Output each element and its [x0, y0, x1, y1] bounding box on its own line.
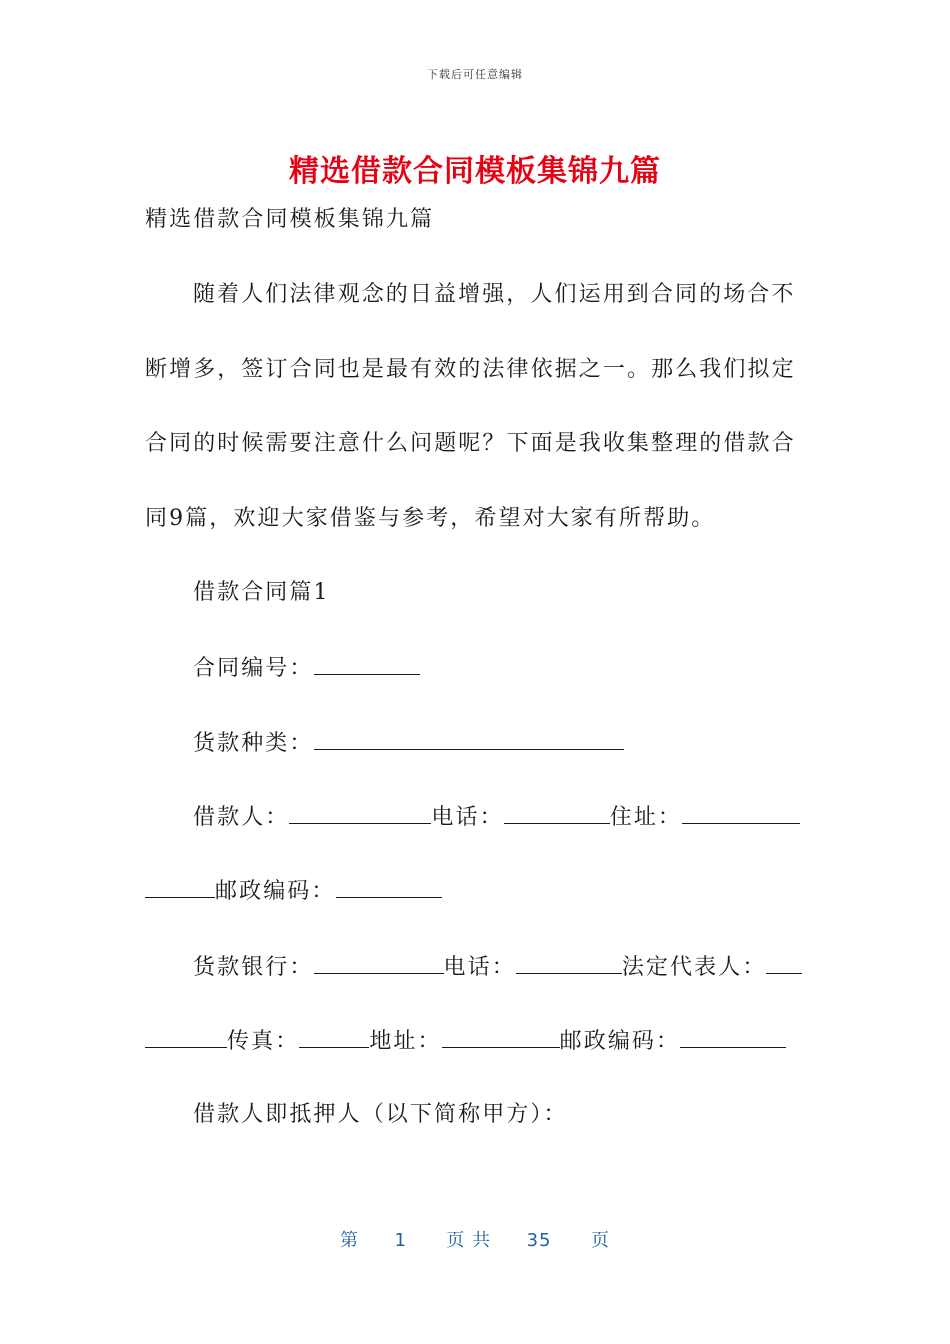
lender-address-label: 地址：	[369, 1029, 442, 1054]
lender-fax-row	[145, 1027, 786, 1056]
borrower-address-blank-cont[interactable]	[145, 877, 215, 898]
contract-number-row	[193, 654, 420, 683]
intro-line-4: 同9篇，欢迎大家借鉴与参考，希望对大家有所帮助。	[145, 506, 716, 531]
document-title: 精选借款合同模板集锦九篇	[289, 154, 661, 189]
borrower-label: 借款人：	[193, 805, 290, 830]
borrower-phone-blank[interactable]	[504, 803, 610, 824]
borrower-address-label: 住址：	[609, 805, 683, 830]
intro-line-3: 合同的时候需要注意什么问题呢？下面是我收集整理的借款合	[145, 431, 796, 456]
footer-prefix: 第	[340, 1230, 360, 1251]
pledgor-line: 借款人即抵押人（以下简称甲方）：	[193, 1102, 568, 1127]
contract-number-blank[interactable]	[314, 654, 420, 675]
borrower-postcode-blank[interactable]	[336, 877, 442, 898]
page-footer	[0, 1226, 950, 1252]
borrower-phone-label: 电话：	[431, 805, 504, 830]
legal-rep-label: 法定代表人：	[621, 955, 767, 980]
contract-number-label: 合同编号：	[193, 656, 314, 681]
lender-bank-blank[interactable]	[314, 953, 444, 974]
footer-page-number: 1	[394, 1230, 407, 1251]
borrower-row	[193, 803, 800, 832]
fax-blank[interactable]	[299, 1027, 369, 1048]
lender-bank-row	[193, 953, 802, 982]
legal-rep-blank[interactable]	[766, 953, 802, 974]
lender-postcode-blank[interactable]	[680, 1027, 786, 1048]
legal-rep-blank-cont[interactable]	[145, 1027, 227, 1048]
header-note: 下载后可任意编辑	[427, 68, 523, 81]
intro-line-2: 断增多，签订合同也是最有效的法律依据之一。那么我们拟定	[145, 357, 796, 382]
borrower-address-blank[interactable]	[682, 803, 800, 824]
lender-bank-label: 货款银行：	[193, 955, 314, 980]
lender-postcode-label: 邮政编码：	[559, 1029, 681, 1054]
section-title: 借款合同篇1	[193, 580, 330, 605]
lender-address-blank[interactable]	[442, 1027, 560, 1048]
loan-type-row	[193, 729, 624, 758]
footer-middle: 页 共	[446, 1230, 492, 1251]
subtitle: 精选借款合同模板集锦九篇	[145, 207, 435, 232]
intro-line-1: 随着人们法律观念的日益增强，人们运用到合同的场合不	[193, 282, 796, 307]
lender-phone-label: 电话：	[443, 955, 516, 980]
loan-type-label: 货款种类：	[193, 731, 314, 756]
loan-type-blank[interactable]	[314, 729, 624, 750]
fax-label: 传真：	[227, 1029, 300, 1054]
borrower-postcode-row	[145, 877, 442, 906]
footer-total-pages: 35	[526, 1230, 552, 1251]
footer-suffix: 页	[590, 1230, 610, 1251]
lender-phone-blank[interactable]	[516, 953, 622, 974]
borrower-blank[interactable]	[289, 803, 431, 824]
borrower-postcode-label: 邮政编码：	[215, 879, 336, 904]
